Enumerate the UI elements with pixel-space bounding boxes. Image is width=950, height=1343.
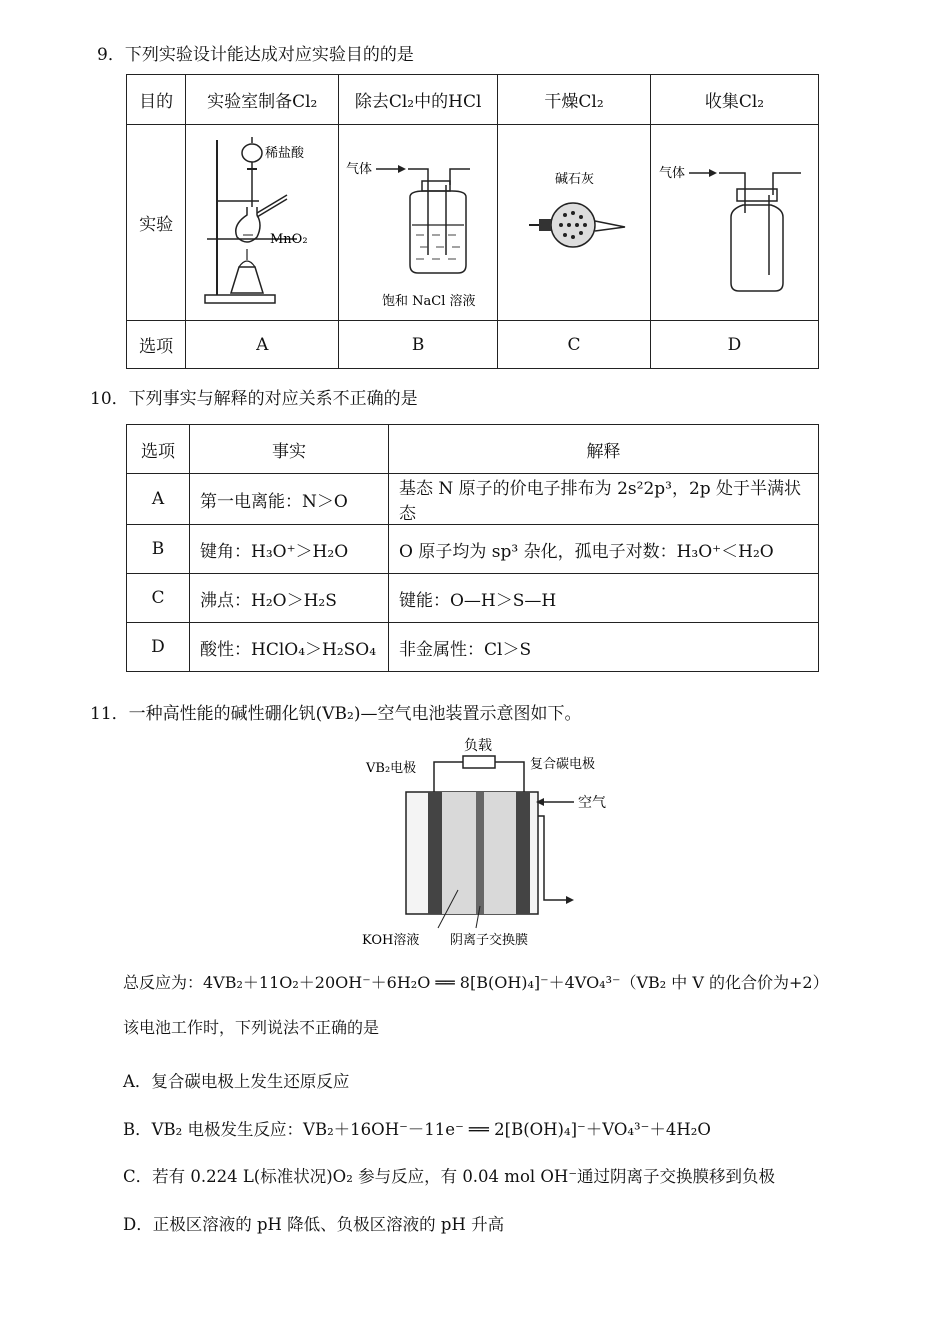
q11-option-c: C．若有 0.224 L(标准状况)O₂ 参与反应，有 0.04 mol OH⁻通过阴离子交换膜移到负极 (123, 1167, 776, 1186)
q9-title: 9．下列实验设计能达成对应实验目的的是 (97, 45, 414, 65)
apparatus-d (650, 125, 818, 321)
table-row (127, 525, 819, 574)
apparatus-a (186, 125, 339, 321)
load-resistor (463, 756, 495, 768)
anion-exchange-membrane (476, 792, 484, 914)
label-hydrochloric-acid: 稀盐酸 (265, 146, 305, 161)
purpose-b: 除去Cl₂中的HCl (339, 75, 498, 125)
q11-title: 11．一种高性能的碱性硼化钒(VB₂)—空气电池装置示意图如下。 (90, 704, 582, 724)
table-row (127, 474, 819, 525)
q10-fact: 沸点：H₂O＞H₂S (190, 574, 389, 623)
label-soda-lime: 碱石灰 (555, 172, 595, 187)
q10-opt: C (127, 574, 190, 623)
q10-explanation: 键能：O—H＞S—H (389, 574, 819, 623)
label-gas-in-b: 气体 (346, 162, 373, 177)
drying-tube-diagram (499, 125, 649, 315)
option-a: A (186, 321, 339, 369)
q10-fact: 第一电离能：N＞O (190, 474, 389, 525)
q10-title: 10．下列事实与解释的对应关系不正确的是 (90, 389, 418, 409)
row-label-experiment: 实验 (127, 125, 186, 321)
q10-opt: B (127, 525, 190, 574)
table-row (127, 574, 819, 623)
koh-solution-right (484, 792, 516, 914)
label-membrane: 阴离子交换膜 (450, 933, 529, 948)
label-load: 负载 (464, 738, 492, 754)
koh-solution-left (442, 792, 476, 914)
apparatus-b (339, 125, 498, 321)
purpose-a: 实验室制备Cl₂ (186, 75, 339, 125)
q10-explanation: 非金属性：Cl＞S (389, 623, 819, 672)
gas-washing-bottle-diagram (340, 125, 496, 315)
q10-opt: D (127, 623, 190, 672)
option-d: D (650, 321, 818, 369)
q10-header-option: 选项 (127, 425, 190, 474)
total-reaction: 总反应为：4VB₂＋11O₂＋20OH⁻＋6H₂O ══ 8[B(OH)₄]⁻＋4VO₄³⁻（VB₂ 中 V 的化合价为+2） (123, 973, 829, 992)
label-composite-carbon-electrode: 复合碳电极 (530, 757, 596, 772)
q11-option-d: D．正极区溶液的 pH 降低、负极区溶液的 pH 升高 (123, 1215, 505, 1234)
chlorine-generator-diagram (187, 125, 337, 315)
label-koh-solution: KOH溶液 (362, 933, 420, 948)
q10-table (126, 424, 819, 672)
option-c: C (498, 321, 651, 369)
row-label-option: 选项 (127, 321, 186, 369)
label-vb2-electrode: VB₂电极 (366, 761, 417, 776)
label-air: 空气 (578, 795, 606, 811)
gas-collection-bottle-diagram (651, 125, 817, 315)
label-gas-in-d: 气体 (659, 166, 686, 181)
vb2-electrode-plate (428, 792, 442, 914)
q10-explanation: O 原子均为 sp³ 杂化，孤电子对数：H₃O⁺＜H₂O (389, 525, 819, 574)
label-mno2: MnO₂ (270, 232, 308, 247)
q10-header-fact: 事实 (190, 425, 389, 474)
q11-option-b: B．VB₂ 电极发生反应：VB₂＋16OH⁻－11e⁻ ══ 2[B(OH)₄]⁻＋VO₄³⁻＋4H₂O (123, 1120, 711, 1139)
purpose-c: 干燥Cl₂ (498, 75, 651, 125)
q10-fact: 酸性：HClO₄＞H₂SO₄ (190, 623, 389, 672)
carbon-electrode-plate (516, 792, 530, 914)
label-nacl-solution: 饱和 NaCl 溶液 (382, 294, 476, 309)
q10-opt: A (127, 474, 190, 525)
option-b: B (339, 321, 498, 369)
q10-header-explanation: 解释 (389, 425, 819, 474)
q11-option-a: A．复合碳电极上发生还原反应 (123, 1072, 350, 1091)
q10-explanation: 基态 N 原子的价电子排布为 2s²2p³，2p 处于半满状态 (389, 474, 819, 525)
purpose-d: 收集Cl₂ (650, 75, 818, 125)
apparatus-c (498, 125, 651, 321)
battery-diagram (350, 730, 620, 955)
q9-table (126, 74, 819, 369)
q11-question: 该电池工作时，下列说法不正确的是 (123, 1018, 380, 1037)
row-label-purpose: 目的 (127, 75, 186, 125)
table-row (127, 623, 819, 672)
q10-fact: 键角：H₃O⁺＞H₂O (190, 525, 389, 574)
